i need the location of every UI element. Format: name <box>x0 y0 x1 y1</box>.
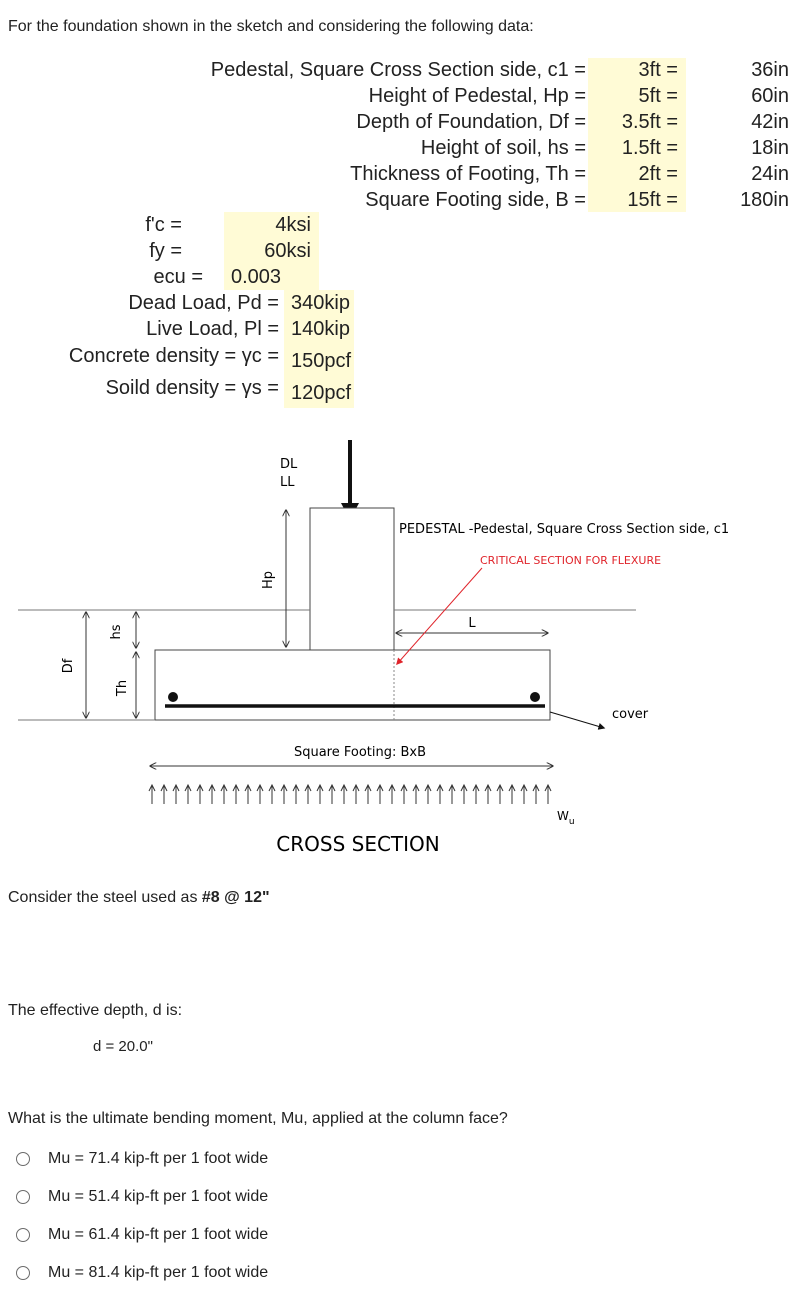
pressure-arrow <box>401 785 407 804</box>
pedestal-note: PEDESTAL -Pedestal, Square Cross Section side, c1 <box>399 522 730 537</box>
pedestal <box>310 508 394 650</box>
pressure-arrow <box>149 785 155 804</box>
dim-label-c1: Pedestal, Square Cross Section side, c1 = <box>210 59 586 81</box>
dim-in-hp: 60in <box>751 85 789 107</box>
th-label: Th <box>115 679 130 697</box>
dim-ft-df: 3.5ft = <box>621 111 678 133</box>
pressure-arrow <box>269 785 275 804</box>
pressure-arrow <box>317 785 323 804</box>
option-3[interactable] <box>16 1223 268 1247</box>
steel-value: #8 @ 12" <box>201 889 270 906</box>
l-label: L <box>468 616 476 631</box>
option-4[interactable] <box>16 1261 268 1285</box>
pressure-arrow <box>521 785 527 804</box>
pressure-arrow <box>365 785 371 804</box>
option-label: Mu = 71.4 kip-ft per 1 foot wide <box>48 1150 269 1167</box>
pressure-arrow <box>461 785 467 804</box>
dim-in-b: 180in <box>740 189 789 211</box>
pressure-arrow <box>341 785 347 804</box>
pressure-arrow <box>389 785 395 804</box>
pressure-arrow <box>257 785 263 804</box>
dim-ft-hs: 1.5ft = <box>621 137 678 159</box>
dim-ft-th: 2ft = <box>638 163 678 185</box>
pressure-arrow <box>497 785 503 804</box>
soil-density-value: 120pcf <box>291 382 352 404</box>
ll-label: LL <box>280 475 295 490</box>
steel-statement <box>8 889 270 907</box>
pl-label: Live Load, Pl = <box>146 318 279 340</box>
dim-in-th: 24in <box>751 163 789 185</box>
steel-prefix: Consider the steel used as <box>8 889 202 906</box>
soil-density-label: Soild density = γs = <box>105 377 279 399</box>
dim-in-df: 42in <box>751 111 789 133</box>
pressure-arrow <box>293 785 299 804</box>
pressure-arrow <box>413 785 419 804</box>
pressure-arrow <box>173 785 179 804</box>
pressure-arrow <box>245 785 251 804</box>
pd-label: Dead Load, Pd = <box>128 292 279 314</box>
dim-in-hs: 18in <box>751 137 789 159</box>
concrete-density-value: 150pcf <box>291 350 352 372</box>
soil-pressure-arrows <box>149 785 551 804</box>
pressure-arrow <box>329 785 335 804</box>
fy-label: fy = <box>149 240 182 262</box>
pressure-arrow <box>305 785 311 804</box>
pressure-arrow <box>425 785 431 804</box>
dim-label-b: Square Footing side, B = <box>365 189 586 211</box>
hs-label: hs <box>109 624 124 640</box>
pressure-arrow <box>377 785 383 804</box>
cover-label: cover <box>612 707 649 722</box>
dl-label: DL <box>280 457 298 472</box>
pressure-arrow <box>509 785 515 804</box>
pressure-arrow <box>533 785 539 804</box>
radio-button[interactable] <box>16 1190 30 1204</box>
rebar-dot-right <box>530 692 540 702</box>
option-label: Mu = 51.4 kip-ft per 1 foot wide <box>48 1188 269 1205</box>
pd-value: 340kip <box>291 292 350 314</box>
df-label: Df <box>61 658 76 674</box>
dim-label-hp: Height of Pedestal, Hp = <box>368 85 586 107</box>
concrete-density-label: Concrete density = γc = <box>68 345 279 367</box>
pressure-arrow <box>281 785 287 804</box>
dim-label-df: Depth of Foundation, Df = <box>356 111 586 133</box>
fy-value: 60ksi <box>264 240 311 262</box>
ecu-label: ecu = <box>153 266 203 288</box>
footing-label: Square Footing: BxB <box>293 745 427 760</box>
pressure-arrow <box>221 785 227 804</box>
pressure-arrow <box>161 785 167 804</box>
option-label: Mu = 81.4 kip-ft per 1 foot wide <box>48 1264 269 1281</box>
radio-button[interactable] <box>16 1266 30 1280</box>
fc-label: f'c = <box>145 214 182 236</box>
hp-label: Hp <box>261 570 276 590</box>
pressure-arrow <box>485 785 491 804</box>
pressure-arrow <box>449 785 455 804</box>
pressure-arrow <box>197 785 203 804</box>
pressure-arrow <box>545 785 551 804</box>
foundation-sketch <box>0 420 808 870</box>
effective-depth-label: The effective depth, d is: <box>8 1002 183 1019</box>
critical-section-label: CRITICAL SECTION FOR FLEXURE <box>480 554 662 567</box>
intro-text: For the foundation shown in the sketch and considering the following data: <box>8 18 534 35</box>
option-2[interactable] <box>16 1185 268 1209</box>
dim-ft-b: 15ft = <box>627 189 678 211</box>
rebar-dot-left <box>168 692 178 702</box>
ecu-value: 0.003 <box>231 266 282 288</box>
question-text: What is the ultimate bending moment, Mu, applied at the column face? <box>8 1110 508 1127</box>
footing <box>155 650 550 720</box>
pressure-arrow <box>437 785 443 804</box>
wu-label: $W_u$ <box>557 809 575 827</box>
effective-depth-value: d = 20.0" <box>93 1038 153 1055</box>
pl-value: 140kip <box>291 318 350 340</box>
cross-section-title: CROSS SECTION <box>276 832 440 856</box>
dim-ft-hp: 5ft = <box>638 85 678 107</box>
pressure-arrow <box>185 785 191 804</box>
pressure-arrow <box>209 785 215 804</box>
option-label: Mu = 61.4 kip-ft per 1 foot wide <box>48 1226 269 1243</box>
dim-ft-c1: 3ft = <box>638 59 678 81</box>
cover-arrow <box>550 712 604 728</box>
pressure-arrow <box>353 785 359 804</box>
fc-value: 4ksi <box>275 214 311 236</box>
dim-label-hs: Height of soil, hs = <box>420 137 586 159</box>
radio-button[interactable] <box>16 1152 30 1166</box>
dim-in-c1: 36in <box>751 59 789 81</box>
option-1[interactable] <box>16 1147 268 1171</box>
pressure-arrow <box>233 785 239 804</box>
pressure-arrow <box>473 785 479 804</box>
radio-button[interactable] <box>16 1228 30 1242</box>
dim-label-th: Thickness of Footing, Th = <box>350 163 586 185</box>
